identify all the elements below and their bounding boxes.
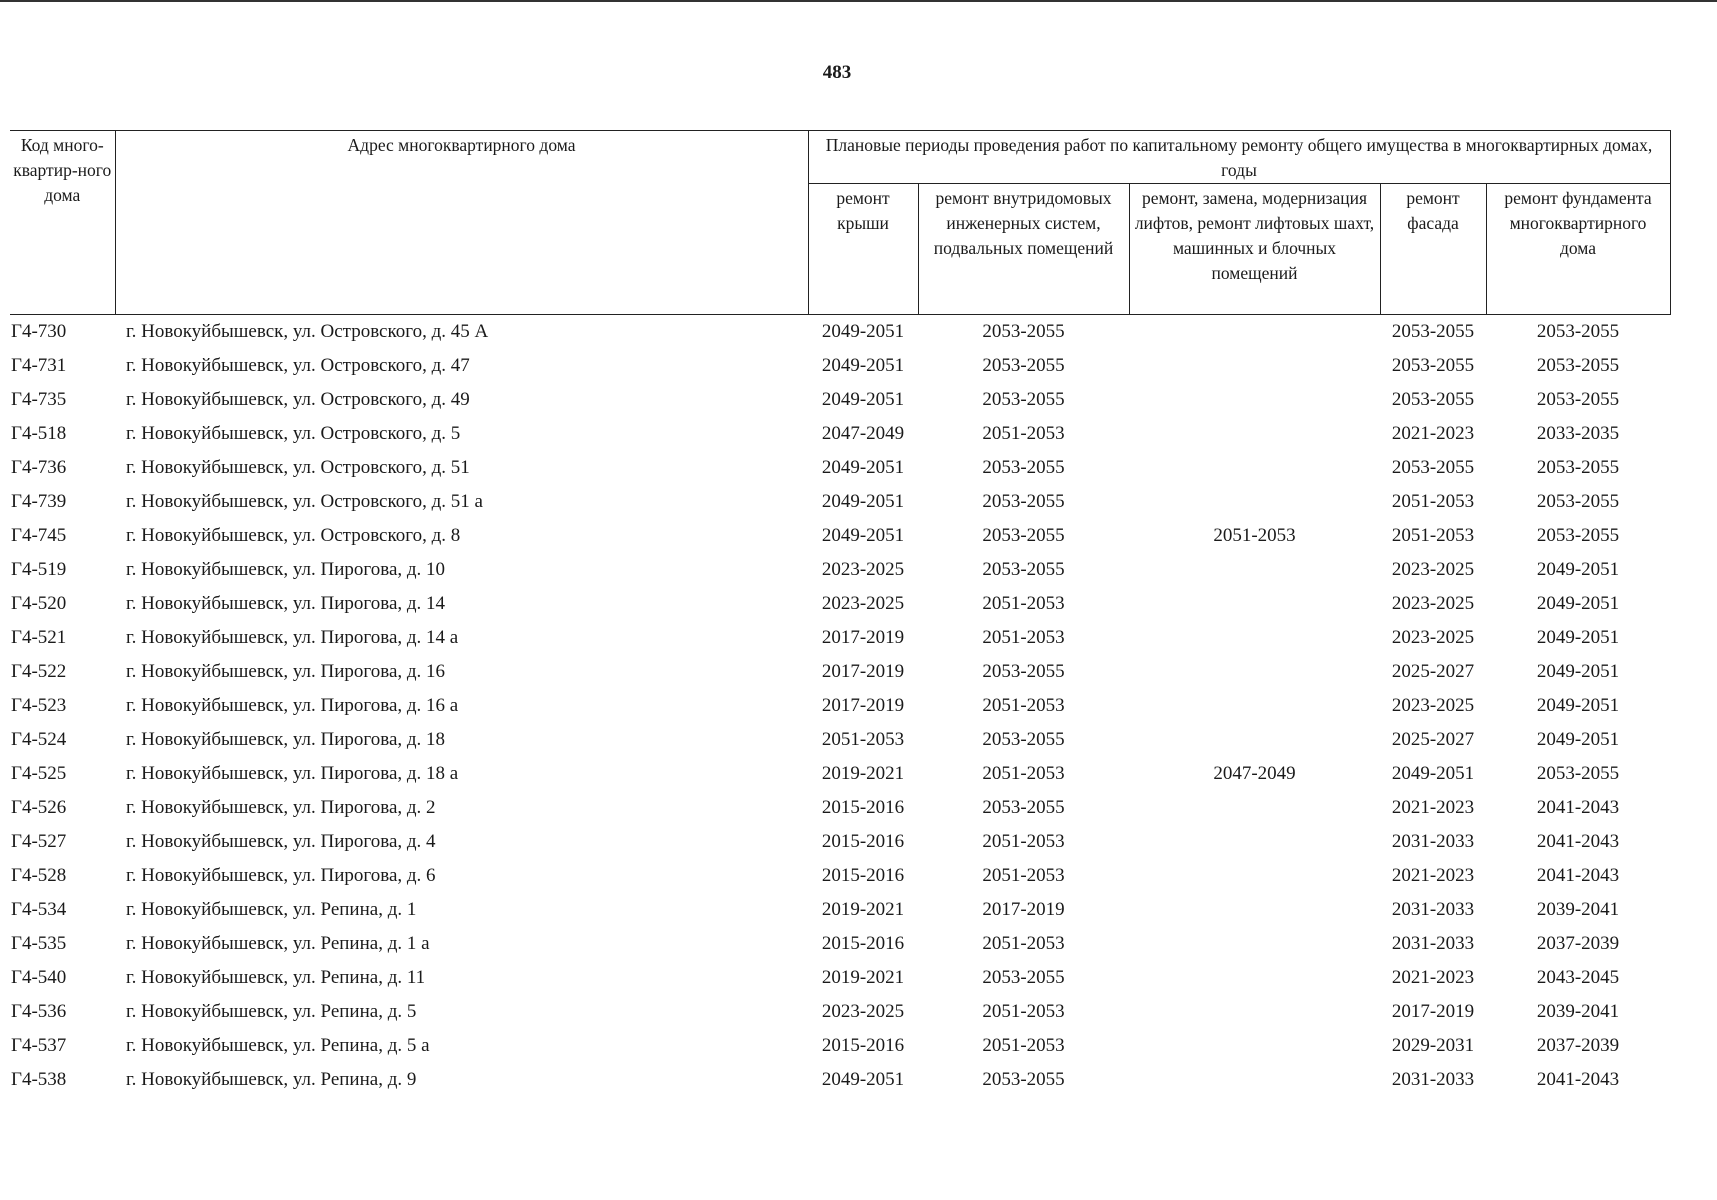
header-engineering: ремонт внутридомовых инженерных систем, подвальных помещений: [918, 184, 1129, 315]
cell-address: г. Новокуйбышевск, ул. Островского, д. 45 А: [126, 321, 489, 342]
cell-foundation: 2053-2055: [1536, 457, 1620, 478]
cell-code: Г4-526: [11, 797, 67, 818]
cell-facade: 2051-2053: [1391, 491, 1475, 512]
cell-code: Г4-525: [11, 763, 67, 784]
header-planned-periods: Плановые периоды проведения работ по капитальному ремонту общего имущества в многоквартирных домах, годы: [808, 131, 1670, 184]
header-foundation: ремонт фундамента многоквартирного дома: [1486, 184, 1670, 315]
cell-address: г. Новокуйбышевск, ул. Репина, д. 1: [126, 899, 417, 920]
cell-foundation: 2049-2051: [1536, 593, 1620, 614]
cell-roof: 2023-2025: [821, 593, 905, 614]
cell-lifts: [1129, 349, 1380, 383]
table-row: [10, 553, 1670, 587]
cell-engineering: 2053-2055: [982, 967, 1065, 988]
cell-lifts: [1129, 1063, 1380, 1097]
cell-lifts: [1129, 553, 1380, 587]
header-lifts: ремонт, замена, модернизация лифтов, ремонт лифтовых шахт, машинных и блочных помещений: [1129, 184, 1380, 315]
page-number: 483: [822, 62, 852, 83]
table-row: [10, 1063, 1670, 1097]
cell-foundation: 2049-2051: [1536, 695, 1620, 716]
cell-facade: 2049-2051: [1391, 763, 1475, 784]
cell-facade: 2023-2025: [1391, 627, 1475, 648]
table-row: [10, 451, 1670, 485]
cell-roof: 2047-2049: [821, 423, 905, 444]
cell-foundation: 2041-2043: [1536, 831, 1620, 852]
cell-roof: 2015-2016: [821, 831, 905, 852]
cell-roof: 2017-2019: [821, 661, 905, 682]
cell-lifts: 2047-2049: [1213, 763, 1296, 784]
cell-address: г. Новокуйбышевск, ул. Островского, д. 51 а: [126, 491, 483, 512]
table-row: [10, 825, 1670, 859]
cell-address: г. Новокуйбышевск, ул. Репина, д. 11: [126, 967, 426, 988]
cell-facade: 2017-2019: [1391, 1001, 1475, 1022]
cell-code: Г4-522: [11, 661, 67, 682]
cell-lifts: [1129, 383, 1380, 417]
cell-code: Г4-536: [11, 1001, 67, 1022]
cell-roof: 2015-2016: [821, 865, 905, 886]
cell-lifts: [1129, 825, 1380, 859]
cell-foundation: 2053-2055: [1536, 389, 1620, 410]
top-rule: [0, 0, 1717, 2]
cell-lifts: [1129, 791, 1380, 825]
cell-address: г. Новокуйбышевск, ул. Репина, д. 5: [126, 1001, 417, 1022]
cell-engineering: 2053-2055: [982, 559, 1065, 580]
cell-facade: 2031-2033: [1391, 1069, 1475, 1090]
table-row: [10, 859, 1670, 893]
cell-foundation: 2033-2035: [1536, 423, 1620, 444]
table-row: [10, 383, 1670, 417]
cell-engineering: 2053-2055: [982, 321, 1065, 342]
header-address: Адрес многоквартирного дома: [115, 131, 808, 315]
cell-engineering: 2051-2053: [982, 1001, 1065, 1022]
cell-lifts: [1129, 485, 1380, 519]
cell-lifts: [1129, 859, 1380, 893]
cell-engineering: 2053-2055: [982, 661, 1065, 682]
cell-code: Г4-538: [11, 1069, 67, 1090]
cell-foundation: 2053-2055: [1536, 763, 1620, 784]
cell-lifts: [1129, 451, 1380, 485]
cell-code: Г4-739: [11, 491, 67, 512]
table-row: [10, 519, 1670, 553]
cell-code: Г4-528: [11, 865, 67, 886]
cell-address: г. Новокуйбышевск, ул. Пирогова, д. 4: [126, 831, 436, 852]
cell-facade: 2053-2055: [1391, 457, 1475, 478]
cell-code: Г4-520: [11, 593, 67, 614]
cell-lifts: [1129, 893, 1380, 927]
cell-foundation: 2049-2051: [1536, 559, 1620, 580]
cell-engineering: 2051-2053: [982, 1035, 1065, 1056]
header-facade: ремонт фасада: [1380, 184, 1486, 315]
table-row: [10, 587, 1670, 621]
cell-roof: 2049-2051: [821, 457, 905, 478]
cell-roof: 2051-2053: [821, 729, 905, 750]
table-row: [10, 791, 1670, 825]
cell-lifts: 2051-2053: [1213, 525, 1296, 546]
cell-code: Г4-527: [11, 831, 67, 852]
cell-address: г. Новокуйбышевск, ул. Островского, д. 8: [126, 525, 461, 546]
cell-roof: 2023-2025: [821, 559, 905, 580]
table-row: [10, 757, 1670, 791]
cell-code: Г4-730: [11, 321, 67, 342]
cell-roof: 2049-2051: [821, 491, 905, 512]
cell-code: Г4-735: [11, 389, 67, 410]
table-row: [10, 315, 1670, 350]
cell-address: г. Новокуйбышевск, ул. Пирогова, д. 18: [126, 729, 446, 750]
cell-lifts: [1129, 587, 1380, 621]
cell-lifts: [1129, 995, 1380, 1029]
cell-code: Г4-540: [11, 967, 67, 988]
cell-engineering: 2051-2053: [982, 865, 1065, 886]
cell-roof: 2019-2021: [821, 967, 905, 988]
table-row: [10, 995, 1670, 1029]
cell-engineering: 2053-2055: [982, 389, 1065, 410]
cell-roof: 2015-2016: [821, 933, 905, 954]
cell-roof: 2049-2051: [821, 389, 905, 410]
cell-foundation: 2049-2051: [1536, 627, 1620, 648]
table-row: [10, 961, 1670, 995]
cell-facade: 2053-2055: [1391, 321, 1475, 342]
table-row: [10, 485, 1670, 519]
cell-facade: 2031-2033: [1391, 831, 1475, 852]
cell-address: г. Новокуйбышевск, ул. Островского, д. 49: [126, 389, 470, 410]
cell-roof: 2017-2019: [821, 627, 905, 648]
cell-code: Г4-731: [11, 355, 67, 376]
cell-code: Г4-521: [11, 627, 67, 648]
cell-lifts: [1129, 315, 1380, 350]
cell-engineering: 2051-2053: [982, 695, 1065, 716]
cell-roof: 2015-2016: [821, 797, 905, 818]
cell-facade: 2021-2023: [1391, 865, 1475, 886]
cell-lifts: [1129, 417, 1380, 451]
cell-code: Г4-524: [11, 729, 67, 750]
cell-foundation: 2053-2055: [1536, 491, 1620, 512]
table-row: [10, 723, 1670, 757]
cell-facade: 2021-2023: [1391, 967, 1475, 988]
cell-engineering: 2051-2053: [982, 933, 1065, 954]
cell-address: г. Новокуйбышевск, ул. Репина, д. 9: [126, 1069, 417, 1090]
cell-roof: 2023-2025: [821, 1001, 905, 1022]
cell-address: г. Новокуйбышевск, ул. Пирогова, д. 16 а: [126, 695, 459, 716]
capital-repair-table: [10, 130, 1671, 1097]
cell-facade: 2021-2023: [1391, 797, 1475, 818]
cell-facade: 2031-2033: [1391, 899, 1475, 920]
cell-facade: 2053-2055: [1391, 389, 1475, 410]
cell-lifts: [1129, 927, 1380, 961]
cell-address: г. Новокуйбышевск, ул. Островского, д. 47: [126, 355, 470, 376]
table-row: [10, 349, 1670, 383]
cell-facade: 2023-2025: [1391, 559, 1475, 580]
cell-facade: 2023-2025: [1391, 593, 1475, 614]
cell-engineering: 2051-2053: [982, 831, 1065, 852]
cell-lifts: [1129, 1029, 1380, 1063]
table-row: [10, 1029, 1670, 1063]
table-row: [10, 893, 1670, 927]
cell-foundation: 2049-2051: [1536, 729, 1620, 750]
cell-engineering: 2053-2055: [982, 525, 1065, 546]
cell-engineering: 2053-2055: [982, 355, 1065, 376]
cell-lifts: [1129, 655, 1380, 689]
cell-lifts: [1129, 689, 1380, 723]
cell-roof: 2019-2021: [821, 899, 905, 920]
cell-engineering: 2051-2053: [982, 593, 1065, 614]
cell-roof: 2015-2016: [821, 1035, 905, 1056]
cell-facade: 2023-2025: [1391, 695, 1475, 716]
cell-address: г. Новокуйбышевск, ул. Островского, д. 51: [126, 457, 470, 478]
cell-engineering: 2051-2053: [982, 423, 1065, 444]
cell-code: Г4-518: [11, 423, 67, 444]
cell-lifts: [1129, 961, 1380, 995]
cell-engineering: 2053-2055: [982, 491, 1065, 512]
cell-code: Г4-519: [11, 559, 67, 580]
table-row: [10, 621, 1670, 655]
cell-engineering: 2053-2055: [982, 729, 1065, 750]
table-row: [10, 927, 1670, 961]
cell-foundation: 2041-2043: [1536, 865, 1620, 886]
cell-engineering: 2053-2055: [982, 797, 1065, 818]
header-code: Код много-квартир-ного дома: [10, 131, 115, 315]
header-roof: ремонт крыши: [808, 184, 918, 315]
table-row: [10, 417, 1670, 451]
cell-code: Г4-537: [11, 1035, 67, 1056]
cell-engineering: 2017-2019: [982, 899, 1065, 920]
cell-roof: 2049-2051: [821, 1069, 905, 1090]
cell-foundation: 2053-2055: [1536, 321, 1620, 342]
cell-lifts: [1129, 621, 1380, 655]
cell-foundation: 2037-2039: [1536, 1035, 1620, 1056]
cell-roof: 2017-2019: [821, 695, 905, 716]
cell-facade: 2051-2053: [1391, 525, 1475, 546]
cell-engineering: 2051-2053: [982, 627, 1065, 648]
cell-address: г. Новокуйбышевск, ул. Пирогова, д. 14: [126, 593, 446, 614]
cell-address: г. Новокуйбышевск, ул. Пирогова, д. 10: [126, 559, 446, 580]
cell-address: г. Новокуйбышевск, ул. Островского, д. 5: [126, 423, 461, 444]
cell-roof: 2049-2051: [821, 355, 905, 376]
cell-foundation: 2053-2055: [1536, 355, 1620, 376]
cell-code: Г4-523: [11, 695, 67, 716]
cell-engineering: 2053-2055: [982, 457, 1065, 478]
cell-roof: 2019-2021: [821, 763, 905, 784]
cell-foundation: 2053-2055: [1536, 525, 1620, 546]
cell-foundation: 2041-2043: [1536, 797, 1620, 818]
cell-address: г. Новокуйбышевск, ул. Пирогова, д. 18 а: [126, 763, 459, 784]
cell-foundation: 2041-2043: [1536, 1069, 1620, 1090]
cell-address: г. Новокуйбышевск, ул. Репина, д. 5 а: [126, 1035, 430, 1056]
cell-foundation: 2049-2051: [1536, 661, 1620, 682]
cell-address: г. Новокуйбышевск, ул. Пирогова, д. 16: [126, 661, 446, 682]
cell-facade: 2053-2055: [1391, 355, 1475, 376]
cell-roof: 2049-2051: [821, 321, 905, 342]
cell-address: г. Новокуйбышевск, ул. Репина, д. 1 а: [126, 933, 430, 954]
cell-facade: 2025-2027: [1391, 661, 1475, 682]
cell-address: г. Новокуйбышевск, ул. Пирогова, д. 6: [126, 865, 436, 886]
cell-foundation: 2043-2045: [1536, 967, 1620, 988]
cell-facade: 2029-2031: [1391, 1035, 1475, 1056]
cell-address: г. Новокуйбышевск, ул. Пирогова, д. 14 а: [126, 627, 459, 648]
cell-facade: 2021-2023: [1391, 423, 1475, 444]
cell-roof: 2049-2051: [821, 525, 905, 546]
cell-foundation: 2039-2041: [1536, 899, 1620, 920]
table-row: [10, 689, 1670, 723]
table-body: [10, 315, 1670, 1098]
cell-facade: 2025-2027: [1391, 729, 1475, 750]
cell-facade: 2031-2033: [1391, 933, 1475, 954]
cell-code: Г4-736: [11, 457, 67, 478]
table-row: [10, 655, 1670, 689]
cell-lifts: [1129, 723, 1380, 757]
cell-code: Г4-535: [11, 933, 67, 954]
cell-foundation: 2037-2039: [1536, 933, 1620, 954]
cell-address: г. Новокуйбышевск, ул. Пирогова, д. 2: [126, 797, 436, 818]
cell-code: Г4-745: [11, 525, 67, 546]
cell-engineering: 2051-2053: [982, 763, 1065, 784]
cell-engineering: 2053-2055: [982, 1069, 1065, 1090]
cell-code: Г4-534: [11, 899, 67, 920]
cell-foundation: 2039-2041: [1536, 1001, 1620, 1022]
